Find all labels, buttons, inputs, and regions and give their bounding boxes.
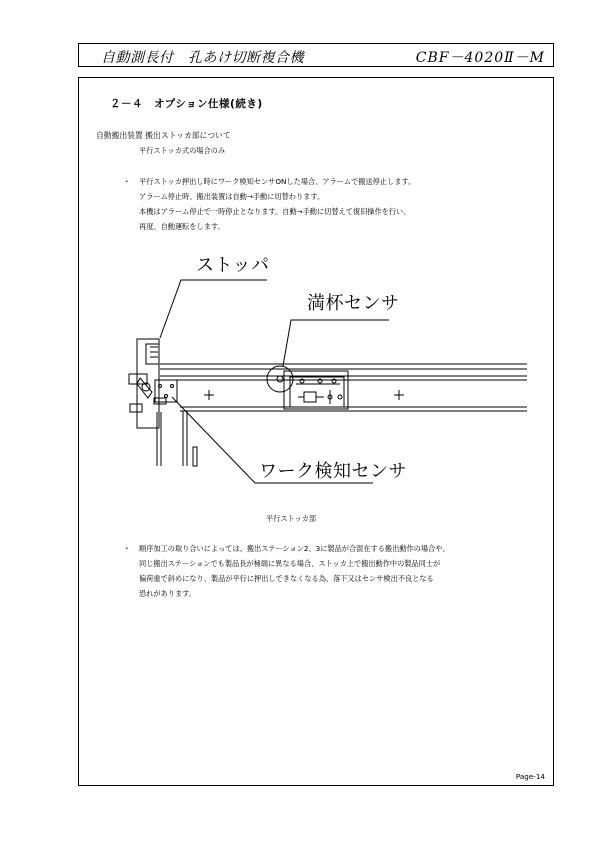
section-heading: ２－４ オプション仕様(続き) [110,98,263,110]
subsection-heading: 自動搬出装置 搬出ストッカ部について [96,131,231,140]
stopper-frame [129,339,197,466]
model-number: CBF－4020Ⅱ－M [415,50,545,66]
full-sensor-label: 満杯センサ [307,293,400,314]
page-number: Page-14 [515,772,545,781]
bullet-2-line-1: 順序加工の取り合いによっては、搬出ステーション2、3に製品が合混在する搬出動作の場合や、 [139,544,450,553]
full-sensor-circle [267,366,293,392]
bullet-mark: ・ [123,544,131,553]
bullet-2-line-3: 偏荷重で斜めになり、製品が平行に押出しできなくなる為、落下又はセンサ検出不良となる [139,574,434,583]
bullet-2-line-4: 恐れがあります。 [139,589,196,598]
work-sensor-label: ワーク検知センサ [259,461,407,482]
document-title: 自動測長付 孔あけ切断複合機 [101,50,304,66]
figure-caption: 平行ストッカ部 [266,514,317,523]
subsection-note: 平行ストッカ式の場合のみ [139,146,226,155]
bullet-mark: ・ [123,177,131,186]
bullet-1-line-2: アラーム停止時、搬出装置は自動→手動に切替わります。 [139,192,325,201]
bullet-2-line-2: 同じ搬出ステーションでも製品長が極端に異なる場合、ストッカ上で搬出動作中の製品同士が [139,559,441,568]
stopper-label: ストッパ [196,255,270,276]
bullet-1-line-3: 本機はアラーム停止で一時停止となります。自動→手動に切替えて復旧操作を行い、 [139,207,411,216]
sensor-box [284,371,348,409]
bullet-1-line-4: 再度、自動運転をします。 [139,222,225,231]
bullet-1-line-1: 平行ストッカ押出し時にワーク検知センサONした場合、アラームで搬送停止します。 [139,177,416,186]
